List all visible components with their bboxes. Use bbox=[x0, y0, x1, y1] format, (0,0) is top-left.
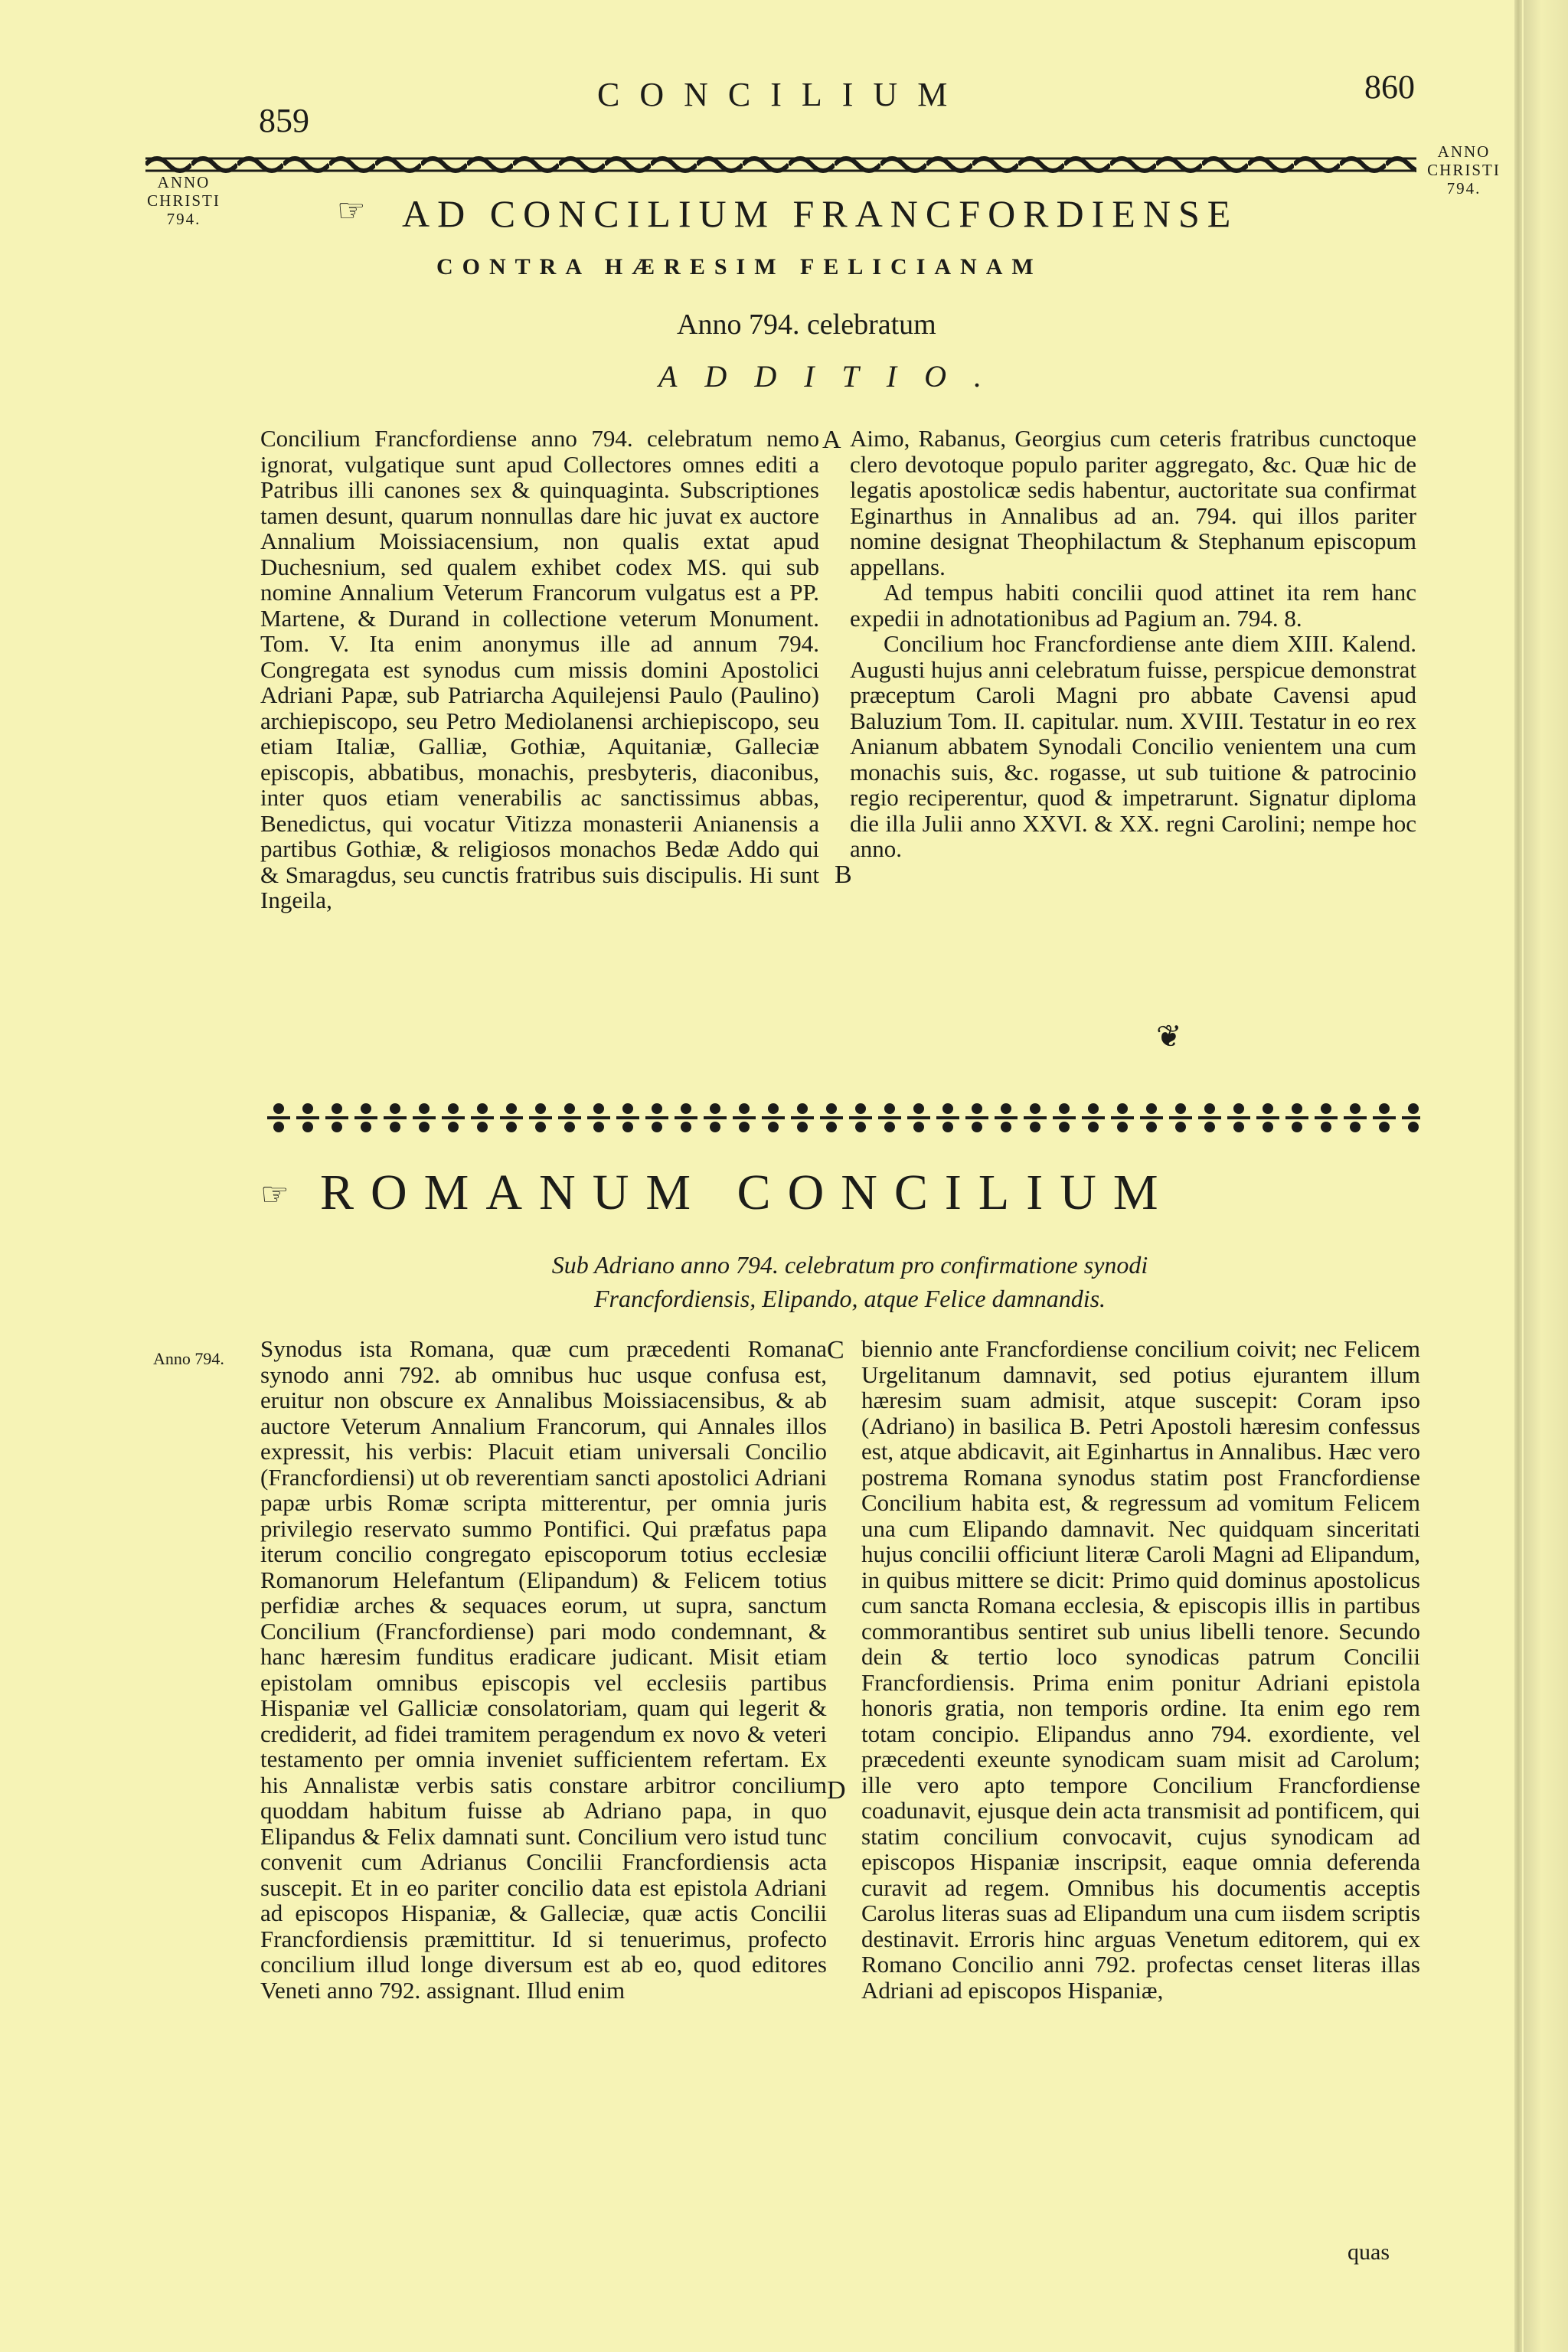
section1-additio: ADDITIO. bbox=[658, 359, 1009, 394]
pointing-hand-icon: ☞ bbox=[260, 1178, 289, 1213]
section2-column-right bbox=[861, 1336, 1420, 2266]
section-divider-ornament bbox=[264, 1096, 1420, 1139]
margin-year: 794. bbox=[166, 210, 201, 228]
page-number-right: 860 bbox=[1364, 68, 1415, 106]
page-gutter bbox=[1514, 0, 1522, 2352]
section2-title: ROMANUM CONCILIUM bbox=[320, 1165, 1175, 1220]
pointing-hand-icon: ☞ bbox=[337, 194, 366, 229]
margin-letter-b: B bbox=[835, 861, 852, 889]
margin-anno-794: Anno 794. bbox=[153, 1349, 224, 1368]
margin-christi: CHRISTI bbox=[147, 191, 220, 210]
margin-anno-right: ANNO bbox=[1437, 142, 1491, 161]
margin-christi-right: CHRISTI bbox=[1427, 161, 1501, 179]
section2-left-text: Synodus ista Romana, quæ cum præcedenti Romana synodo anni 792. ab omnibus huc usque confusa est, eruitur non obscure ex Annalibus Moissiacensibus, & ab auctore Veterum Annalium Francorum, qui Annales illos expressit, his verbis: Placuit etiam universali Concilio (Francfordiensi) ut ob reverentiam sancti apostolici Adriani papæ urbis Romæ scripta mitterentur, per omnia juris privilegio reservato summo Pontifici. Qui præfatus papa iterum concilio congregato episcoporum totius ecclesiæ Romanorum Helefantum (Elipandum) & Felicem totius perfidiæ arches & sequaces eorum, ut supra, sanctum Concilium (Francfordiense) pari modo condemnant, & hanc hæresim funditus eradicare judicant. Misit etiam epistolam omnibus episcopis vel ecclesiis partibus Hispaniæ vel Galliciæ consolatoriam, quam qui legerit & crediderit, ad fidei tramitem peragendum ex novo & veteri testamento per omnia inveniet sufficientem refertam. Ex his Annalistæ verbis satis constare arbitror concilium quoddam habitum fuisse ab Adriano papa, in quo Elipandus & Felix damnati sunt. Concilium vero istud tunc convenit cum Adrianus Concilii Francfordiensis acta suscepit. Et in eo pariter concilio data est epistola Adriani ad episcopos Hispaniæ, & Galleciæ, quæ actis Concilii Francfordiensis præmittitur. Id si tenuerimus, profecto concilium illud longe diversum est ab eo, quod editores Veneti anno 792. assignant. Illud enim bbox=[260, 1335, 827, 2004]
margin-anno: ANNO bbox=[157, 173, 211, 191]
fleuron-icon: ❦ bbox=[1156, 1019, 1182, 1054]
next-page-edge bbox=[1524, 0, 1568, 2352]
margin-year-right: 794. bbox=[1446, 179, 1481, 198]
section1-anno: Anno 794. celebratum bbox=[677, 309, 936, 341]
margin-letter-d: D bbox=[827, 1776, 846, 1805]
section1-left-text: Concilium Francfordiense anno 794. celebratum nemo ignorat, vulgatique sunt apud Collectores omnes editi a Patribus illi canones sex & quinquaginta. Subscriptiones tamen desunt, quarum nonnullas dare hic juvat ex auctore Annalium Moissiacensium, non qualis extat apud Duchesnium, sed qualem exhibet codex MS. qui sub nomine Annalium Veterum Francorum vulgatus est a PP. Martene, & Durand in collectione veterum Monument. Tom. V. Ita enim anonymus ille ad annum 794. Congregata est synodus cum missis domini Apostolici Adriani Papæ, sub Patriarcha Aquilejensi Paulo (Paulino) archiepiscopo, seu Petro Mediolanensi archiepiscopo, seu etiam Italiæ, Galliæ, Gothiæ, Aquitaniæ, Galleciæ episcopis, abbatibus, monachis, presbyteris, diaconibus, inter quos etiam venerabilis ac sanctissimus abbas, Benedictus, qui vocatur Vitizza monasterii Anianensis a partibus Gothiæ, & religiosos monachos Bedæ Addo qui & Smaragdus, seu cunctis fratribus suis discipulis. Hi sunt Ingeila, bbox=[260, 425, 819, 913]
page-number-left: 859 bbox=[259, 102, 309, 139]
section2-column-left bbox=[260, 1336, 827, 2266]
section1-title: AD CONCILIUM FRANCFORDIENSE bbox=[402, 192, 1239, 235]
section1-subtitle: CONTRA HÆRESIM FELICIANAM bbox=[436, 254, 1043, 279]
catchword: quas bbox=[1348, 2239, 1390, 2265]
header-ornament-band bbox=[145, 149, 1416, 180]
section1-right-para-2: Ad tempus habiti concilii quod attinet ita rem hanc expedii in adnotationibus ad Pagium an. 794. 8. bbox=[850, 579, 1416, 632]
running-title: CONCILIUM bbox=[597, 76, 968, 113]
section2-subtitle-1: Sub Adriano anno 794. celebratum pro confirmatione synodi bbox=[551, 1251, 1148, 1279]
section2-subtitle-2: Francfordiensis, Elipando, atque Felice damnandis. bbox=[593, 1285, 1106, 1312]
section2-right-text: biennio ante Francfordiense concilium coivit; nec Felicem Urgelitanum damnavit, sed potius ejurantem illum hæresim suam admisit, atque suscepit: Coram ipso (Adriano) in basilica B. Petri Apostoli hæresim confessus est, atque abdicavit, ait Eginhartus in Annalibus. Hæc vero postrema Romana synodus statim post Francfordiense Concilium habita est, & regressum ad vomitum Felicem una cum Elipando damnavit. Nec quidquam sinceritati hujus concilii officiunt literæ Caroli Magni ad Elipandum, in quibus mittere se dicit: Primo quid dominus apostolicus cum sancta Romana ecclesia, & episcopis illis in partibus commorantibus sentiret sub unius libelli tenore. Secundo dein & tertio loco synodicas patrum Concilii Francfordiensis. Prima enim ponitur Adriani epistola honoris gratia, non temporis ordine. Ita enim ego rem totam concipio. Elipandus anno 794. exordiente, vel præcedenti exeunte synodicam suam misit ad Carolum; ille vero apto tempore Concilium Francfordiense coadunavit, ejusque dein acta transmisit ad pontificem, qui statim concilium convocavit, cujus synodicam ad episcopos Hispaniæ inscripsit, eaque omnia deferenda curavit ad regem. Omnibus his documentis acceptis Carolus literas suas ad Elipandum una cum iisdem scriptis destinavit. Erroris hinc arguas Venetum editorem, qui ex Romano Concilio anni 792. profectas censet literas illas Adriani ad episcopos Hispaniæ, bbox=[861, 1335, 1420, 2004]
section1-column-left bbox=[260, 426, 819, 1069]
section1-column-right bbox=[850, 426, 1416, 1069]
section1-right-para-1: Aimo, Rabanus, Georgius cum ceteris fratribus cunctoque clero devotoque populo pariter aggregato, &c. Quæ hic de legatis apostolicæ sedis habentur, auctoritate sua confirmat Eginarthus in Annalibus ad an. 794. qui illos pariter nomine designat Theophilactum & Stephanum episcopum appellans. bbox=[850, 425, 1416, 580]
section1-right-para-3: Concilium hoc Francfordiense ante diem XIII. Kalend. Augusti hujus anni celebratum fuisse, perspicue demonstrat præceptum Caroli Magni pro abbate Cavensi apud Baluzium Tom. II. capitular. num. XVIII. Testatur in eo rex Anianum abbatem Synodali Concilio venientem una cum monachis suis, &c. rogasse, ut sub tuitione & patrocinio regio reciperentur, quod & impetrarunt. Signatur diploma die illa Julii anno XXVI. & XX. regni Carolini; nempe hoc anno. bbox=[850, 630, 1416, 862]
margin-letter-a: A bbox=[822, 426, 841, 454]
margin-letter-c: C bbox=[827, 1336, 844, 1364]
